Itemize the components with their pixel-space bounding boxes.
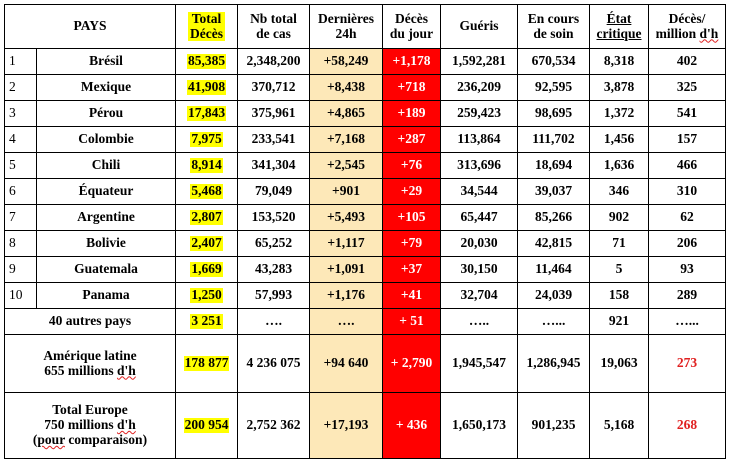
country-cell: Mexique <box>37 75 176 101</box>
deaths-today-cell: +287 <box>383 127 441 153</box>
table-row <box>5 231 726 257</box>
recovered-cell: 236,209 <box>441 75 518 101</box>
last24-cell: +4,865 <box>310 101 383 127</box>
table-row <box>5 101 726 127</box>
header-total-deces: Total Décès <box>176 5 238 49</box>
table-row <box>5 75 726 101</box>
table-row <box>5 49 726 75</box>
total-cases-cell: 341,304 <box>238 153 310 179</box>
rank-cell: 10 <box>5 283 37 309</box>
recovered-cell: 313,696 <box>441 153 518 179</box>
rank-cell: 9 <box>5 257 37 283</box>
rank-cell: 2 <box>5 75 37 101</box>
table-row <box>5 153 726 179</box>
total-cases-cell: 43,283 <box>238 257 310 283</box>
latam-total-deaths: 178 877 <box>176 335 238 393</box>
header-etat-critique: État critique <box>590 5 649 49</box>
others-deaths-today: + 51 <box>383 309 441 335</box>
deaths-today-cell: +718 <box>383 75 441 101</box>
country-cell: Colombie <box>37 127 176 153</box>
table-row <box>5 205 726 231</box>
total-deaths-cell: 1,669 <box>176 257 238 283</box>
total-deaths-cell: 1,250 <box>176 283 238 309</box>
deaths-today-cell: +79 <box>383 231 441 257</box>
last24-cell: +2,545 <box>310 153 383 179</box>
recovered-cell: 1,592,281 <box>441 49 518 75</box>
total-deaths-cell: 7,975 <box>176 127 238 153</box>
total-deaths-cell: 5,468 <box>176 179 238 205</box>
per-million-cell: 466 <box>649 153 726 179</box>
latam-active: 1,286,945 <box>518 335 590 393</box>
critical-cell: 1,456 <box>590 127 649 153</box>
total-deaths-cell: 2,807 <box>176 205 238 231</box>
country-cell: Brésil <box>37 49 176 75</box>
critical-cell: 1,372 <box>590 101 649 127</box>
per-million-cell: 402 <box>649 49 726 75</box>
europe-deaths-today: + 436 <box>383 393 441 459</box>
active-cell: 11,464 <box>518 257 590 283</box>
last24-cell: +1,117 <box>310 231 383 257</box>
latam-row <box>5 335 726 393</box>
header-dernieres-24h: Dernières 24h <box>310 5 383 49</box>
per-million-cell: 310 <box>649 179 726 205</box>
per-million-cell: 541 <box>649 101 726 127</box>
europe-active: 901,235 <box>518 393 590 459</box>
active-cell: 111,702 <box>518 127 590 153</box>
critical-cell: 1,636 <box>590 153 649 179</box>
active-cell: 85,266 <box>518 205 590 231</box>
country-rows <box>5 49 726 309</box>
active-cell: 670,534 <box>518 49 590 75</box>
per-million-cell: 206 <box>649 231 726 257</box>
table-row <box>5 257 726 283</box>
total-cases-cell: 57,993 <box>238 283 310 309</box>
total-deaths-cell: 17,843 <box>176 101 238 127</box>
others-row <box>5 309 726 335</box>
country-cell: Bolivie <box>37 231 176 257</box>
total-cases-cell: 375,961 <box>238 101 310 127</box>
country-cell: Argentine <box>37 205 176 231</box>
recovered-cell: 20,030 <box>441 231 518 257</box>
recovered-cell: 32,704 <box>441 283 518 309</box>
europe-label: Total Europe 750 millions d'h (pour comparaison) <box>5 393 176 459</box>
rank-cell: 8 <box>5 231 37 257</box>
rank-cell: 7 <box>5 205 37 231</box>
deaths-today-cell: +37 <box>383 257 441 283</box>
total-deaths-cell: 85,385 <box>176 49 238 75</box>
latam-total-cases: 4 236 075 <box>238 335 310 393</box>
country-cell: Chili <box>37 153 176 179</box>
deaths-today-cell: +41 <box>383 283 441 309</box>
europe-total-cases: 2,752 362 <box>238 393 310 459</box>
others-recovered: ….. <box>441 309 518 335</box>
others-active: …... <box>518 309 590 335</box>
rank-cell: 1 <box>5 49 37 75</box>
per-million-cell: 93 <box>649 257 726 283</box>
europe-recovered: 1,650,173 <box>441 393 518 459</box>
active-cell: 24,039 <box>518 283 590 309</box>
critical-cell: 346 <box>590 179 649 205</box>
recovered-cell: 113,864 <box>441 127 518 153</box>
table-row <box>5 127 726 153</box>
last24-cell: +901 <box>310 179 383 205</box>
critical-cell: 8,318 <box>590 49 649 75</box>
last24-cell: +1,176 <box>310 283 383 309</box>
header-deces-par-million: Décès/ million d'h <box>649 5 726 49</box>
header-en-cours-de-soin: En cours de soin <box>518 5 590 49</box>
recovered-cell: 34,544 <box>441 179 518 205</box>
deaths-today-cell: +189 <box>383 101 441 127</box>
table-row <box>5 179 726 205</box>
total-cases-cell: 153,520 <box>238 205 310 231</box>
total-deaths-cell: 8,914 <box>176 153 238 179</box>
rank-cell: 5 <box>5 153 37 179</box>
country-cell: Pérou <box>37 101 176 127</box>
europe-row <box>5 393 726 459</box>
total-cases-cell: 65,252 <box>238 231 310 257</box>
recovered-cell: 30,150 <box>441 257 518 283</box>
active-cell: 39,037 <box>518 179 590 205</box>
total-deaths-cell: 2,407 <box>176 231 238 257</box>
others-last24: …. <box>310 309 383 335</box>
covid-stats-table <box>4 4 726 459</box>
critical-cell: 158 <box>590 283 649 309</box>
last24-cell: +1,091 <box>310 257 383 283</box>
rank-cell: 3 <box>5 101 37 127</box>
header-gueris: Guéris <box>441 5 518 49</box>
header-pays: PAYS <box>5 5 176 49</box>
latam-recovered: 1,945,547 <box>441 335 518 393</box>
last24-cell: +5,493 <box>310 205 383 231</box>
latam-critical: 19,063 <box>590 335 649 393</box>
rank-cell: 4 <box>5 127 37 153</box>
critical-cell: 71 <box>590 231 649 257</box>
total-deaths-cell: 41,908 <box>176 75 238 101</box>
europe-per-million: 268 <box>649 393 726 459</box>
active-cell: 18,694 <box>518 153 590 179</box>
deaths-today-cell: +76 <box>383 153 441 179</box>
critical-cell: 5 <box>590 257 649 283</box>
country-cell: Panama <box>37 283 176 309</box>
per-million-cell: 325 <box>649 75 726 101</box>
europe-critical: 5,168 <box>590 393 649 459</box>
deaths-today-cell: +1,178 <box>383 49 441 75</box>
total-cases-cell: 370,712 <box>238 75 310 101</box>
latam-label: Amérique latine 655 millions d'h <box>5 335 176 393</box>
recovered-cell: 65,447 <box>441 205 518 231</box>
total-cases-cell: 233,541 <box>238 127 310 153</box>
active-cell: 92,595 <box>518 75 590 101</box>
country-cell: Guatemala <box>37 257 176 283</box>
latam-deaths-today: + 2,790 <box>383 335 441 393</box>
critical-cell: 902 <box>590 205 649 231</box>
table-row <box>5 283 726 309</box>
europe-last24: +17,193 <box>310 393 383 459</box>
recovered-cell: 259,423 <box>441 101 518 127</box>
others-label: 40 autres pays <box>5 309 176 335</box>
deaths-today-cell: +29 <box>383 179 441 205</box>
total-cases-cell: 79,049 <box>238 179 310 205</box>
others-total-cases: …. <box>238 309 310 335</box>
header-deces-du-jour: Décès du jour <box>383 5 441 49</box>
others-per-million: …... <box>649 309 726 335</box>
latam-per-million: 273 <box>649 335 726 393</box>
others-critical: 921 <box>590 309 649 335</box>
rank-cell: 6 <box>5 179 37 205</box>
latam-last24: +94 640 <box>310 335 383 393</box>
last24-cell: +7,168 <box>310 127 383 153</box>
header-row <box>5 5 726 49</box>
last24-cell: +8,438 <box>310 75 383 101</box>
active-cell: 98,695 <box>518 101 590 127</box>
per-million-cell: 157 <box>649 127 726 153</box>
country-cell: Équateur <box>37 179 176 205</box>
per-million-cell: 289 <box>649 283 726 309</box>
others-total-deaths: 3 251 <box>176 309 238 335</box>
header-nb-total-cas: Nb total de cas <box>238 5 310 49</box>
europe-total-deaths: 200 954 <box>176 393 238 459</box>
active-cell: 42,815 <box>518 231 590 257</box>
per-million-cell: 62 <box>649 205 726 231</box>
deaths-today-cell: +105 <box>383 205 441 231</box>
last24-cell: +58,249 <box>310 49 383 75</box>
critical-cell: 3,878 <box>590 75 649 101</box>
total-cases-cell: 2,348,200 <box>238 49 310 75</box>
